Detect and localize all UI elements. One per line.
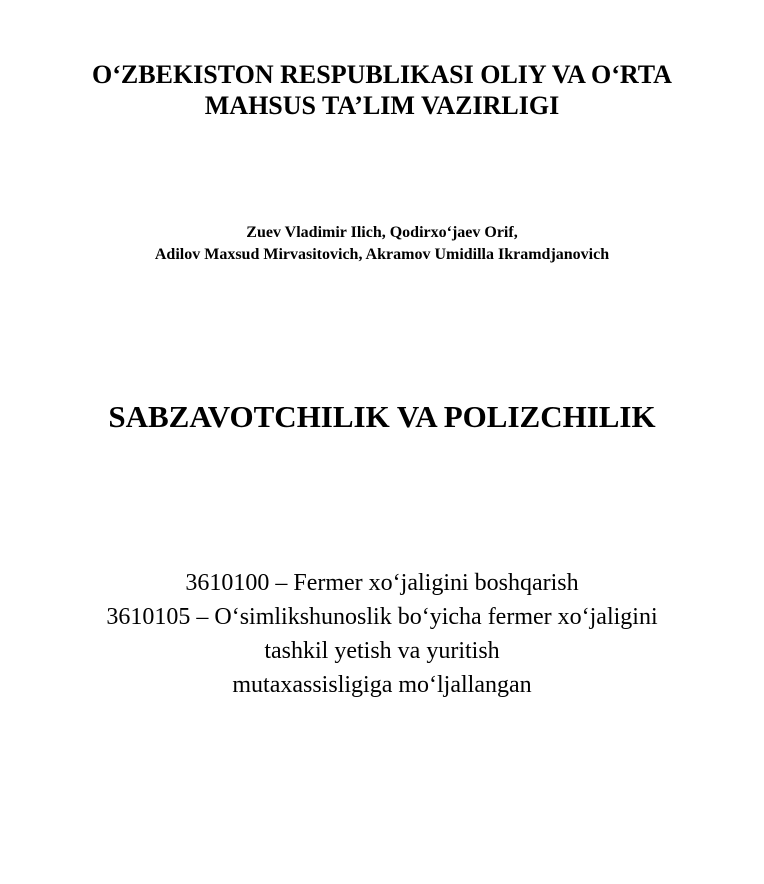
specialty-line-1: 3610100 – Fermer xo‘jaligini boshqarish bbox=[185, 570, 579, 596]
book-title: SABZAVOTCHILIK VA POLIZCHILIK bbox=[108, 399, 656, 434]
ministry-heading-line-1: O‘ZBEKISTON RESPUBLIKASI OLIY VA O‘RTA bbox=[92, 60, 672, 89]
ministry-heading-line-2: MAHSUS TA’LIM VAZIRLIGI bbox=[204, 91, 560, 120]
specialty-line-2: 3610105 – O‘simlikshunoslik bo‘yicha fermer xo‘jaligini bbox=[106, 604, 658, 630]
authors-line-2: Adilov Maxsud Mirvasitovich, Akramov Umidilla Ikramdjanovich bbox=[154, 246, 610, 263]
specialty-line-3: tashkil yetish va yuritish bbox=[264, 638, 500, 664]
specialty-line-4: mutaxassisligiga mo‘ljallangan bbox=[232, 672, 532, 698]
authors-line-1: Zuev Vladimir Ilich, Qodirxo‘jaev Orif, bbox=[246, 224, 518, 241]
